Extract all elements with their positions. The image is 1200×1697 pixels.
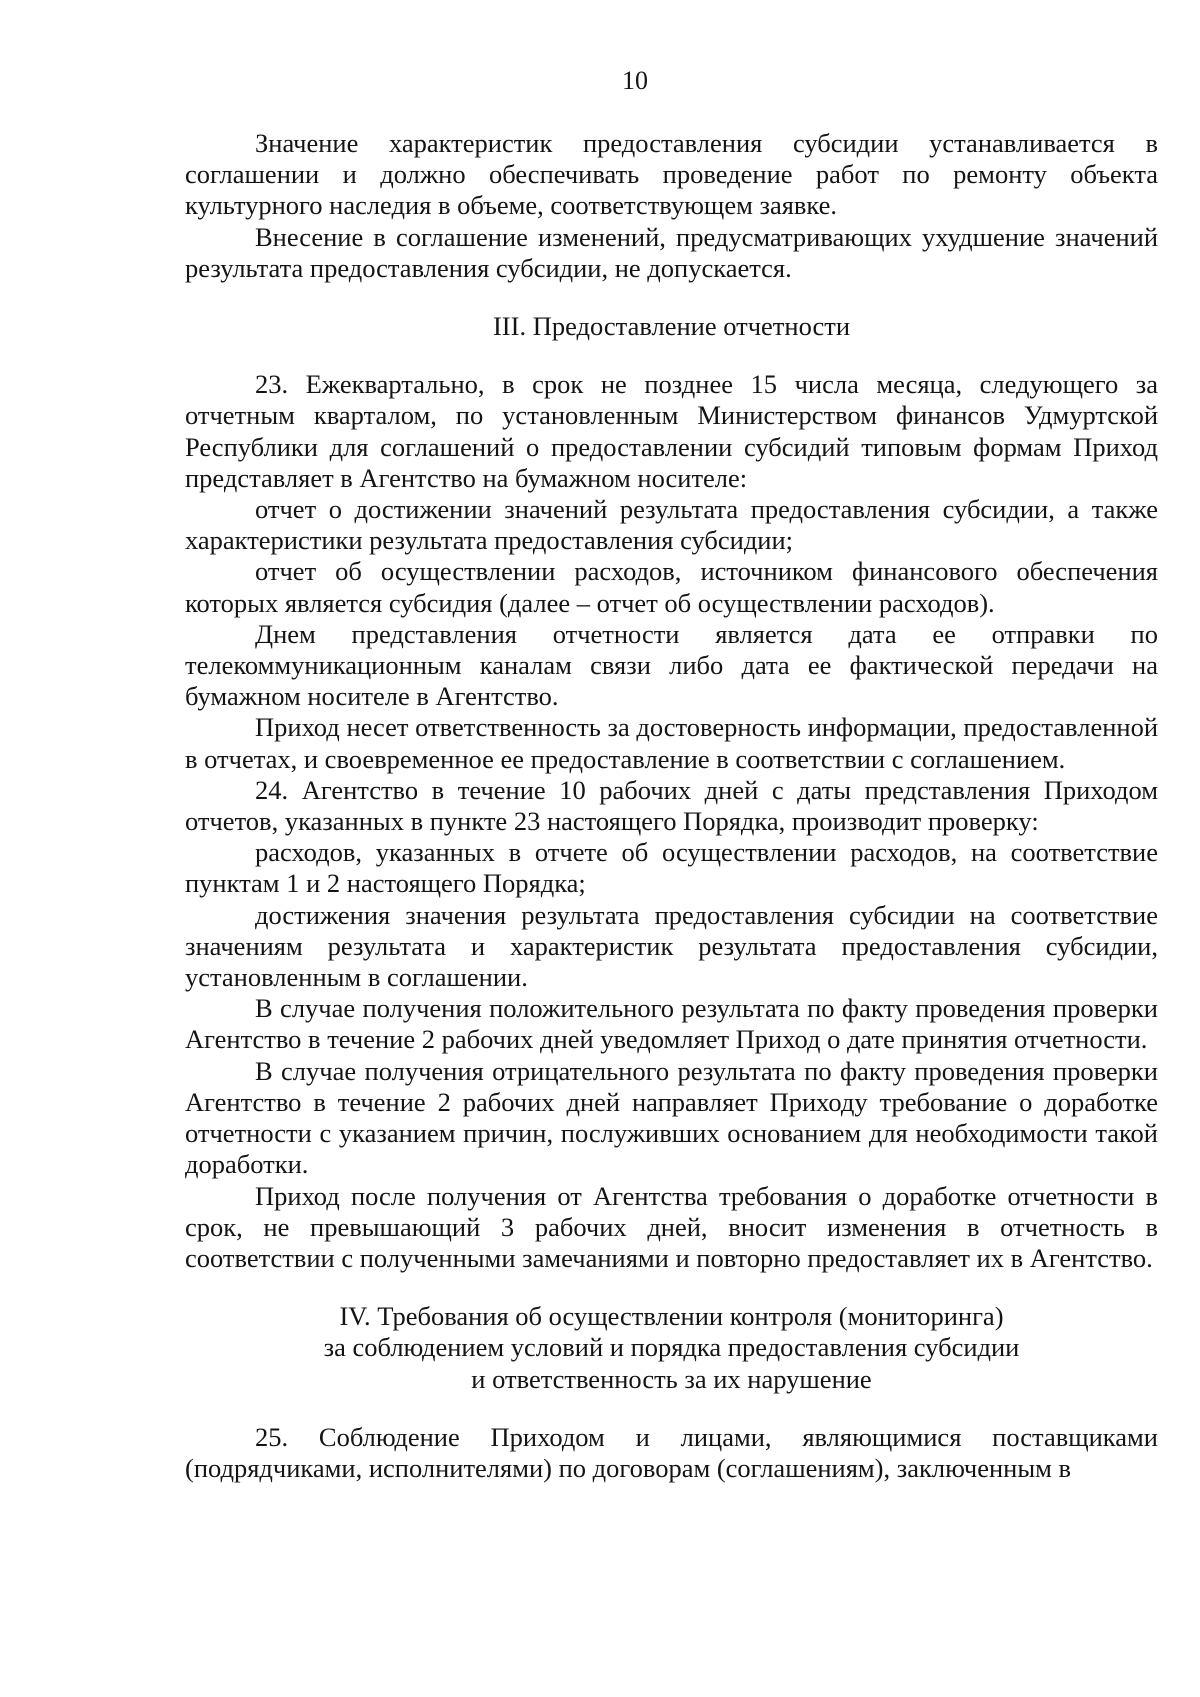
paragraph-23-submission-date: Днем представления отчетности является дата ее отправки по телекоммуникационным каналам связи либо дата ее фактической передачи на бумажном носителе в Агентство. — [185, 618, 1158, 712]
section-heading-control-line-3: и ответственность за их нарушение — [471, 1363, 872, 1394]
paragraph-result-characteristics: Значение характеристик предоставления субсидии устанавливается в соглашении и должно обеспечивать проведение работ по ремонту объекта культурного наследия в объеме, соответствующем заявке. — [185, 128, 1158, 221]
paragraph-24-rework: Приход после получения от Агентства требования о доработке отчетности в срок, не превышающий 3 рабочих дней, вносит изменения в отчетность в соответствии с полученными замечаниями и повторно предоставляет их в Агентство. — [185, 1180, 1158, 1273]
page-number: 10 — [622, 66, 648, 95]
section-heading-control-line-1: IV. Требования об осуществлении контроля (мониторинга) — [339, 1301, 1004, 1332]
paragraph-25: 25. Соблюдение Приходом и лицами, являющимися поставщиками (подрядчиками, исполнителями) по договорам (соглашениям), заключенным в — [185, 1421, 1158, 1483]
paragraph-23-responsibility: Приход несет ответственность за достоверность информации, предоставленной в отчетах, и своевременное ее предоставление в соответствии с соглашением. — [185, 712, 1158, 774]
paragraph-24-results-check: достижения значения результата предоставления субсидии на соответствие значениям результата и характеристик результата предоставления субсидии, установленным в соглашении. — [185, 899, 1158, 993]
paragraph-24-expenses-check: расходов, указанных в отчете об осуществлении расходов, на соответствие пунктам 1 и 2 настоящего Порядка; — [185, 837, 1158, 899]
section-heading-control-line-2: за соблюдением условий и порядка предоставления субсидии — [323, 1332, 1020, 1363]
paragraph-24: 24. Агентство в течение 10 рабочих дней с даты представления Приходом отчетов, указанных в пункте 23 настоящего Порядка, производит проверку: — [185, 774, 1158, 837]
paragraph-agreement-changes: Внесение в соглашение изменений, предусматривающих ухудшение значений результата предоставления субсидии, не допускается. — [185, 221, 1158, 283]
section-heading-reporting: III. Предоставление отчетности — [492, 311, 850, 342]
paragraph-24-positive-result: В случае получения положительного результата по факту проведения проверки Агентство в течение 2 рабочих дней уведомляет Приход о дате принятия отчетности. — [185, 993, 1158, 1055]
document-body — [185, 128, 1158, 1484]
paragraph-23: 23. Ежеквартально, в срок не позднее 15 числа месяца, следующего за отчетным кварталом, по установленным Министерством финансов Удмуртской Республики для соглашений о предоставлении субсидий типовым формам Приход представляет в Агентство на бумажном носителе: — [185, 369, 1158, 493]
paragraph-23-report-results: отчет о достижении значений результата предоставления субсидии, а также характеристики результата предоставления субсидии; — [185, 494, 1158, 556]
paragraph-24-negative-result: В случае получения отрицательного результата по факту проведения проверки Агентство в течение 2 рабочих дней направляет Приходу требование о доработке отчетности с указанием причин, послуживших основанием для необходимости такой доработки. — [185, 1055, 1158, 1180]
paragraph-23-report-expenses: отчет об осуществлении расходов, источником финансового обеспечения которых является субсидия (далее – отчет об осуществлении расходов). — [185, 556, 1158, 618]
section-heading-control — [185, 1301, 1158, 1395]
